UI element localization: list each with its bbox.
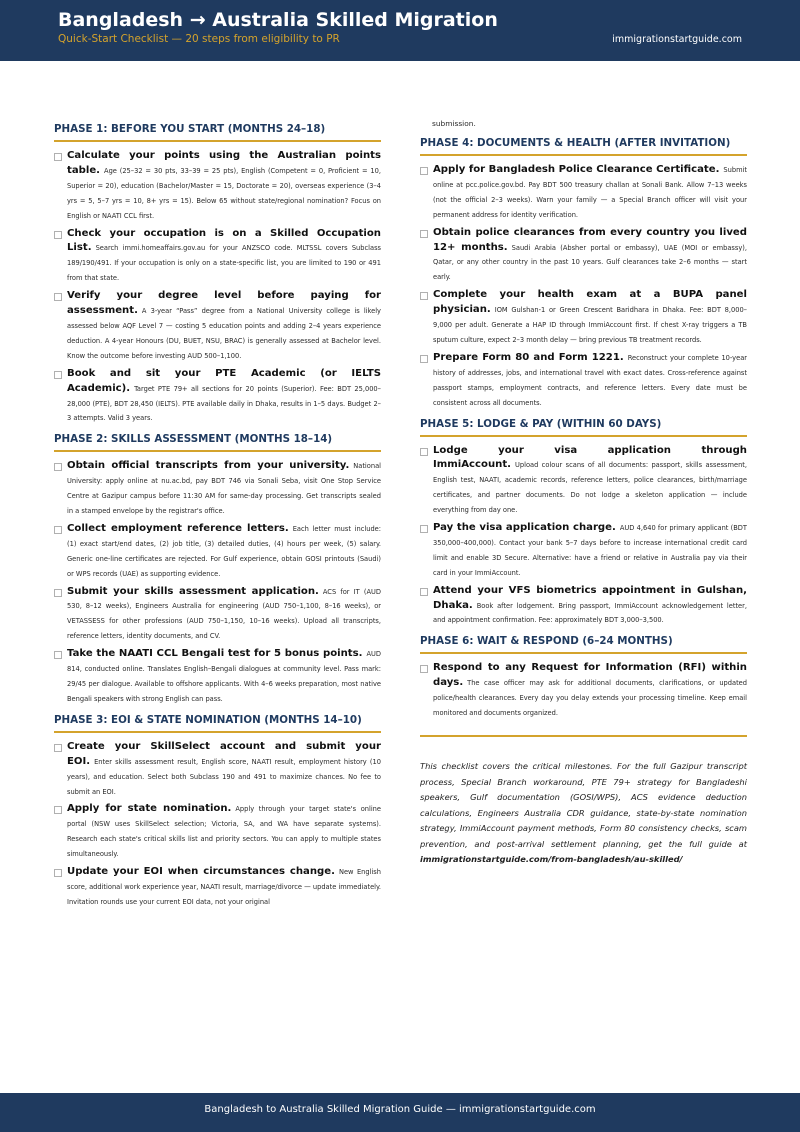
checklist-item [420,288,747,348]
checkbox[interactable] [54,651,62,659]
item-title: Check your occupation is on a Skilled Occupation List. [67,227,381,254]
checkbox[interactable] [420,448,428,456]
item-text [67,522,381,582]
item-text [433,521,747,581]
checklist-item [54,647,381,707]
item-title: Obtain official transcripts from your university. [67,460,350,472]
item-description: Each letter must include: (1) exact start/end dates, (2) job title, (3) detailed duties, (4) hours per week, (5) salary. Generic one-line certificates are rejected. For Gulf experience, obtain GOSI printouts (Saudi) or WPS records (UAE) as supporting evidence. [67,523,381,578]
checkbox[interactable] [54,371,62,379]
item-description: ACS for IT (AUD 530, 8–12 weeks), Engineers Australia for engineering (AUD 750–1,100, 8–16 weeks), or VETASSESS for other professions (AUD 750–1,150, 10–16 weeks). Upload all transcripts, reference letters, identity documents, and CV. [67,586,382,641]
item-title: Calculate your points using the Australian points table. [67,150,381,176]
phase-4-heading: PHASE 4: DOCUMENTS & HEALTH (AFTER INVITATION) [420,134,747,156]
continued-text: submission. [432,119,476,128]
item-text [433,661,747,721]
item-description: AUD 4,640 for primary applicant (BDT 350,000–400,000). Contact your bank 5–7 days before to increase international credit card limit and enable 3D Secure. Alternative: have a friend or relative in Australia pay via their card in your ImmiAccount. [433,523,747,577]
item-text [67,367,381,427]
item-description: Target PTE 79+ all sections for 20 points (Superior). Fee: BDT 25,000–28,000 (PTE), BDT 28,450 (IELTS). PTE available daily in Dhaka, results in 1–5 days. Budget 2–3 attempts. Valid 3 years. [67,383,381,423]
item-title: Obtain police clearances from every country you lived 12+ months. [433,226,747,253]
item-text [433,444,747,519]
page-header [0,0,800,61]
item-text [67,459,381,519]
phase-2-heading: PHASE 2: SKILLS ASSESSMENT (MONTHS 18–14) [54,430,381,452]
item-text [433,351,747,411]
item-text [67,149,381,224]
closing-text: This checklist covers the critical milestones. For the full Gazipur transcript process, Special Branch workaround, PTE 79+ strategy for Bangladeshi speakers, Gulf documentation (GOSI/WPS), ACS evidence deduction calculations, Engineers Australia CDR guidance, state-by-state nomination strategy, ImmiAccount payment methods, Form 80 consistency checks, scam prevention, and post-arrival settlement planning, get the full guide at [420,761,747,849]
checklist-item [54,367,381,427]
item-title: Attend your VFS biometrics appointment in Gulshan, Dhaka. [433,584,747,611]
item-text [67,585,381,645]
item-description: Search immi.homeaffairs.gov.au for your ANZSCO code. MLTSSL covers Subclass 189/190/491. If your occupation is only on a state-specific list, you are limited to 190 or 491 from that state. [67,243,381,283]
phase-5-heading: PHASE 5: LODGE & PAY (WITHIN 60 DAYS) [420,415,747,437]
checkbox[interactable] [420,665,428,673]
item-description: AUD 814, conducted online. Translates English–Bengali dialogues at community level. Pass mark: 29/45 per dialogue. Available to offshore applicants. With 4–6 weeks preparation, most native Bengali speakers with strong English can pass. [67,649,381,703]
item-text [433,584,747,629]
closing-note [420,759,747,868]
item-text [67,647,381,707]
checklist-item [420,521,747,581]
guide-link[interactable]: immigrationstartguide.com/from-bangladesh/au-skilled/ [420,854,683,864]
header-site-link[interactable]: immigrationstartguide.com [612,33,742,45]
item-text [433,163,747,223]
item-text [67,740,381,800]
checkbox[interactable] [54,463,62,471]
right-column [420,121,747,868]
item-description: Upload colour scans of all documents: passport, skills assessment, English test, NAATI, academic records, reference letters, police clearances, birth/marriage certificates, and partner documents. Do not lodge a skeleton application — include everything from day one. [433,460,747,515]
checkbox[interactable] [54,526,62,534]
item-description: New English score, additional work experience year, NAATI result, marriage/divorce — update immediately. Invitation rounds use your current EOI data, not your original [67,867,381,906]
item-description: Reconstruct your complete 10-year history of addresses, jobs, and international travel with exact dates. Cross-reference against passport stamps, employment contracts, and reference letters. Every date must be consistent across all documents. [433,352,748,407]
checklist-item [54,149,381,224]
header-subrow [58,33,742,45]
checkbox[interactable] [420,588,428,596]
item-title: Verify your degree level before paying for assessment. [67,290,381,317]
closing-divider [420,735,747,737]
checklist-item [420,661,747,721]
item-description: A 3-year “Pass” degree from a National University college is likely assessed below AQF Level 7 — costing 5 education points and adding 2–4 years experience deduction. A 4-year Honours (DU, BUET, NSU, BRAC) is generally assessed at Bachelor level. Know the outcome before investing AUD 500–1,100. [67,306,381,360]
checklist-item [420,584,747,629]
checklist-item [420,444,747,519]
checkbox[interactable] [420,167,428,175]
item-title: Collect employment reference letters. [67,522,289,534]
item-description: Apply through your target state's online portal (NSW uses SkillSelect selection; Victoria, SA, and WA have separate systems). Research each state's critical skills list and priority sectors. You can apply to multiple states simultaneously. [67,804,381,859]
item-description: Submit online at pcc.police.gov.bd. Pay BDT 500 treasury challan at Sonali Bank. Allow 7–13 weeks (not the official 2–3 weeks). Warn your family — a Special Branch officer will visit your permanent address for identity verification. [433,165,747,219]
phase-6-heading: PHASE 6: WAIT & RESPOND (6–24 MONTHS) [420,632,747,654]
item-description: National University: apply online at nu.ac.bd, pay BDT 746 via Sonali Seba, visit One Stop Service Centre at Gazipur campus before 11:30 AM for same-day processing. Get transcripts sealed in a stamped envelope by the registrar's office. [67,461,381,516]
item-title: Apply for Bangladesh Police Clearance Certificate. [433,164,720,175]
checkbox[interactable] [420,230,428,238]
checkbox[interactable] [54,293,62,301]
checkbox[interactable] [54,744,62,752]
item-description: IOM Gulshan-1 or Green Crescent Baridhara in Dhaka. Fee: BDT 8,000–9,000 per adult. Generate a HAP ID through ImmiAccount first. If chest X-ray triggers a TB sputum culture, expect 2–3 month delay — bring previous TB treatment records. [433,305,747,344]
phase-1-heading: PHASE 1: BEFORE YOU START (MONTHS 24–18) [54,120,381,142]
item-text [433,226,747,286]
item-text [67,865,381,910]
item-text [67,227,381,287]
checklist-item [54,227,381,287]
item-description: The case officer may ask for additional documents, clarifications, or updated police/health clearances. Every day you delay extends your processing timeline. Keep email monitored and documents organized. [433,678,747,718]
item-text [433,288,747,348]
checkbox[interactable] [420,292,428,300]
left-column [54,116,381,913]
item-title: Apply for state nomination. [67,803,232,815]
item-text [67,802,381,862]
item-description: Book after lodgement. Bring passport, ImmiAccount acknowledgement letter, and appointment confirmation. Fee: approximately BDT 3,000–3,500. [433,600,747,625]
item-description: Age (25–32 = 30 pts, 33–39 = 25 pts), English (Competent = 0, Proficient = 10, Superior = 20), education (Bachelor/Master = 15, Doctorate = 20), overseas experience (3–4 yrs = 5, 5–7 yrs = 10, 8+ yrs = 15). Below 65 without state/regional nomination? Focus on English or NAATI CCL first. [67,165,381,220]
page-subtitle: Quick-Start Checklist — 20 steps from eligibility to PR [58,33,340,45]
item-title: Take the NAATI CCL Bengali test for 5 bonus points. [67,648,363,660]
checklist-item [54,740,381,800]
checklist-item [54,802,381,862]
item-title: Complete your health exam at a BUPA panel physician. [433,289,747,316]
checklist-item [420,226,747,286]
checkbox[interactable] [54,231,62,239]
item-description: Enter skills assessment result, English score, NAATI result, employment history (10 years), and education. Select both Subclass 190 and 491 to maximize chances. No fee to submit an EOI. [67,756,381,796]
checklist-item [54,865,381,910]
checklist-item [54,585,381,645]
checklist-item [54,522,381,582]
item-description: Saudi Arabia (Absher portal or embassy), UAE (MOI or embassy), Qatar, or any other country in the past 10 years. Gulf clearances take 2–6 months — start early. [433,242,747,282]
checklist-item [54,289,381,364]
checklist-item [54,459,381,519]
item-title: Create your SkillSelect account and submit your EOI. [67,740,381,767]
checklist-item [420,163,747,223]
checkbox[interactable] [54,869,62,877]
item-text [67,289,381,364]
item-title: Submit your skills assessment application. [67,585,319,597]
item-title: Update your EOI when circumstances change. [67,866,335,878]
checkbox[interactable] [54,806,62,814]
item-title: Respond to any Request for Information (RFI) within days. [433,662,747,689]
page-title: Bangladesh → Australia Skilled Migration [58,9,498,31]
item-title: Lodge your visa application through ImmiAccount. [433,444,747,471]
checkbox[interactable] [420,525,428,533]
phase-3-heading: PHASE 3: EOI & STATE NOMINATION (MONTHS 14–10) [54,711,381,733]
checklist-item [420,351,747,411]
checkbox[interactable] [54,589,62,597]
checkbox[interactable] [54,153,62,161]
page-footer: Bangladesh to Australia Skilled Migration Guide — immigrationstartguide.com [0,1093,800,1132]
item-title: Pay the visa application charge. [433,522,616,534]
item-title: Book and sit your PTE Academic (or IELTS Academic). [67,367,381,394]
item-title: Prepare Form 80 and Form 1221. [433,351,624,363]
checkbox[interactable] [420,355,428,363]
